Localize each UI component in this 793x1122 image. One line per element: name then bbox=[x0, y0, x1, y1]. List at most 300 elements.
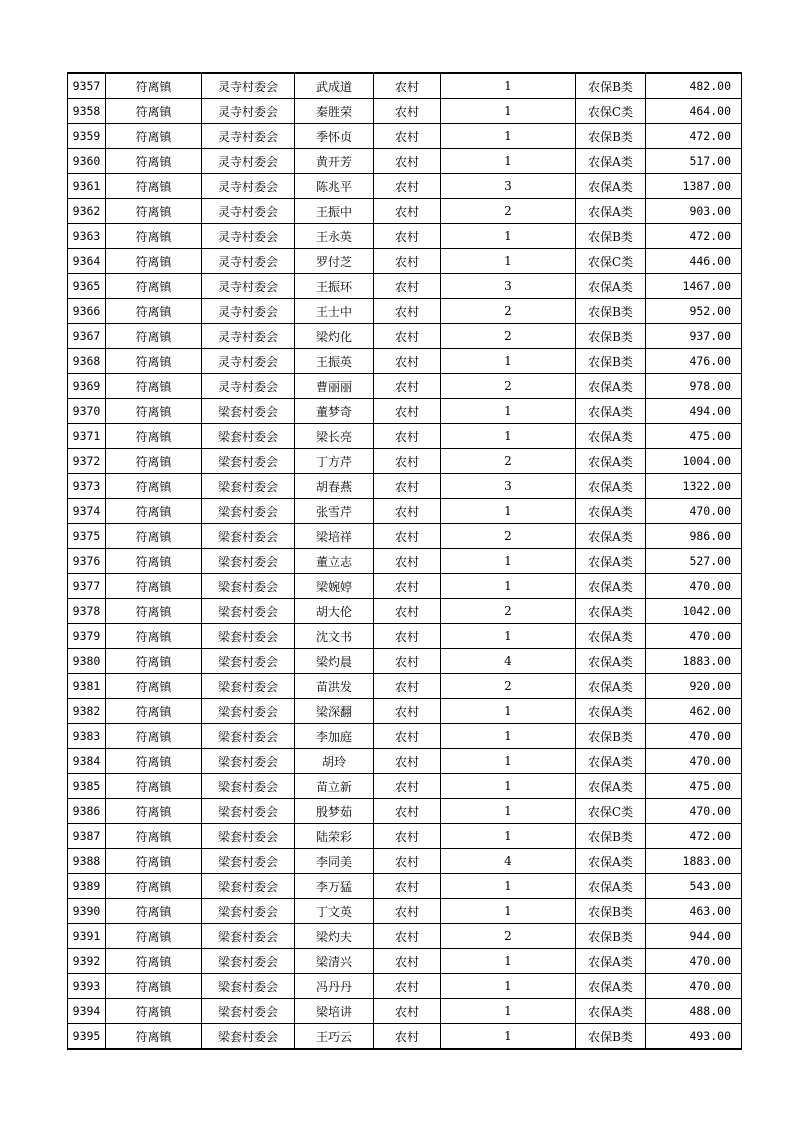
village-cell: 灵寺村委会 bbox=[202, 299, 295, 324]
amount-cell: 488.00 bbox=[646, 999, 742, 1024]
table-row bbox=[68, 199, 742, 224]
household-count-cell: 1 bbox=[441, 499, 576, 524]
name-cell: 王永英 bbox=[295, 224, 374, 249]
village-cell: 灵寺村委会 bbox=[202, 124, 295, 149]
category-cell: 农保A类 bbox=[576, 499, 646, 524]
household-count-cell: 1 bbox=[441, 624, 576, 649]
amount-cell: 493.00 bbox=[646, 1024, 742, 1050]
name-cell: 李同美 bbox=[295, 849, 374, 874]
village-cell: 梁套村委会 bbox=[202, 874, 295, 899]
row-index: 9370 bbox=[68, 399, 106, 424]
village-cell: 梁套村委会 bbox=[202, 899, 295, 924]
row-index: 9365 bbox=[68, 274, 106, 299]
category-cell: 农保C类 bbox=[576, 799, 646, 824]
row-index: 9386 bbox=[68, 799, 106, 824]
area-type-cell: 农村 bbox=[374, 799, 441, 824]
category-cell: 农保A类 bbox=[576, 974, 646, 999]
area-type-cell: 农村 bbox=[374, 149, 441, 174]
category-cell: 农保A类 bbox=[576, 999, 646, 1024]
household-count-cell: 1 bbox=[441, 999, 576, 1024]
table-row bbox=[68, 399, 742, 424]
area-type-cell: 农村 bbox=[374, 924, 441, 949]
amount-cell: 470.00 bbox=[646, 499, 742, 524]
name-cell: 梁灼化 bbox=[295, 324, 374, 349]
amount-cell: 475.00 bbox=[646, 424, 742, 449]
amount-cell: 1004.00 bbox=[646, 449, 742, 474]
amount-cell: 1387.00 bbox=[646, 174, 742, 199]
household-count-cell: 1 bbox=[441, 899, 576, 924]
town-cell: 符离镇 bbox=[106, 874, 202, 899]
town-cell: 符离镇 bbox=[106, 174, 202, 199]
amount-cell: 446.00 bbox=[646, 249, 742, 274]
row-index: 9382 bbox=[68, 699, 106, 724]
table-row bbox=[68, 949, 742, 974]
table-row bbox=[68, 449, 742, 474]
name-cell: 冯丹丹 bbox=[295, 974, 374, 999]
town-cell: 符离镇 bbox=[106, 374, 202, 399]
village-cell: 梁套村委会 bbox=[202, 424, 295, 449]
name-cell: 陈兆平 bbox=[295, 174, 374, 199]
household-count-cell: 1 bbox=[441, 424, 576, 449]
table-row bbox=[68, 649, 742, 674]
table-row bbox=[68, 374, 742, 399]
row-index: 9373 bbox=[68, 474, 106, 499]
household-count-cell: 2 bbox=[441, 674, 576, 699]
name-cell: 苗洪发 bbox=[295, 674, 374, 699]
row-index: 9394 bbox=[68, 999, 106, 1024]
area-type-cell: 农村 bbox=[374, 649, 441, 674]
amount-cell: 470.00 bbox=[646, 749, 742, 774]
village-cell: 梁套村委会 bbox=[202, 749, 295, 774]
row-index: 9385 bbox=[68, 774, 106, 799]
area-type-cell: 农村 bbox=[374, 849, 441, 874]
name-cell: 王士中 bbox=[295, 299, 374, 324]
village-cell: 灵寺村委会 bbox=[202, 73, 295, 99]
town-cell: 符离镇 bbox=[106, 199, 202, 224]
table-row bbox=[68, 499, 742, 524]
village-cell: 梁套村委会 bbox=[202, 449, 295, 474]
household-count-cell: 1 bbox=[441, 224, 576, 249]
table-row bbox=[68, 874, 742, 899]
area-type-cell: 农村 bbox=[374, 949, 441, 974]
category-cell: 农保B类 bbox=[576, 299, 646, 324]
town-cell: 符离镇 bbox=[106, 774, 202, 799]
table-row bbox=[68, 849, 742, 874]
row-index: 9376 bbox=[68, 549, 106, 574]
name-cell: 秦胜荣 bbox=[295, 99, 374, 124]
category-cell: 农保B类 bbox=[576, 824, 646, 849]
name-cell: 胡玲 bbox=[295, 749, 374, 774]
town-cell: 符离镇 bbox=[106, 524, 202, 549]
town-cell: 符离镇 bbox=[106, 724, 202, 749]
household-count-cell: 3 bbox=[441, 174, 576, 199]
town-cell: 符离镇 bbox=[106, 1024, 202, 1050]
household-count-cell: 2 bbox=[441, 199, 576, 224]
row-index: 9393 bbox=[68, 974, 106, 999]
row-index: 9368 bbox=[68, 349, 106, 374]
row-index: 9375 bbox=[68, 524, 106, 549]
name-cell: 李万猛 bbox=[295, 874, 374, 899]
village-cell: 梁套村委会 bbox=[202, 999, 295, 1024]
row-index: 9371 bbox=[68, 424, 106, 449]
town-cell: 符离镇 bbox=[106, 949, 202, 974]
category-cell: 农保A类 bbox=[576, 274, 646, 299]
area-type-cell: 农村 bbox=[374, 999, 441, 1024]
town-cell: 符离镇 bbox=[106, 124, 202, 149]
area-type-cell: 农村 bbox=[374, 749, 441, 774]
table-row bbox=[68, 974, 742, 999]
town-cell: 符离镇 bbox=[106, 699, 202, 724]
household-count-cell: 4 bbox=[441, 649, 576, 674]
household-count-cell: 2 bbox=[441, 599, 576, 624]
town-cell: 符离镇 bbox=[106, 474, 202, 499]
household-count-cell: 1 bbox=[441, 949, 576, 974]
area-type-cell: 农村 bbox=[374, 899, 441, 924]
area-type-cell: 农村 bbox=[374, 274, 441, 299]
household-count-cell: 1 bbox=[441, 249, 576, 274]
row-index: 9383 bbox=[68, 724, 106, 749]
table-row bbox=[68, 749, 742, 774]
category-cell: 农保A类 bbox=[576, 949, 646, 974]
area-type-cell: 农村 bbox=[374, 449, 441, 474]
village-cell: 梁套村委会 bbox=[202, 624, 295, 649]
table-row bbox=[68, 349, 742, 374]
area-type-cell: 农村 bbox=[374, 299, 441, 324]
category-cell: 农保B类 bbox=[576, 924, 646, 949]
town-cell: 符离镇 bbox=[106, 749, 202, 774]
name-cell: 李加庭 bbox=[295, 724, 374, 749]
amount-cell: 494.00 bbox=[646, 399, 742, 424]
area-type-cell: 农村 bbox=[374, 599, 441, 624]
household-count-cell: 1 bbox=[441, 824, 576, 849]
household-count-cell: 1 bbox=[441, 699, 576, 724]
row-index: 9389 bbox=[68, 874, 106, 899]
amount-cell: 470.00 bbox=[646, 949, 742, 974]
name-cell: 梁培祥 bbox=[295, 524, 374, 549]
household-count-cell: 1 bbox=[441, 1024, 576, 1050]
row-index: 9369 bbox=[68, 374, 106, 399]
amount-cell: 978.00 bbox=[646, 374, 742, 399]
amount-cell: 472.00 bbox=[646, 124, 742, 149]
area-type-cell: 农村 bbox=[374, 399, 441, 424]
category-cell: 农保A类 bbox=[576, 674, 646, 699]
row-index: 9366 bbox=[68, 299, 106, 324]
amount-cell: 472.00 bbox=[646, 824, 742, 849]
amount-cell: 527.00 bbox=[646, 549, 742, 574]
name-cell: 罗付芝 bbox=[295, 249, 374, 274]
row-index: 9360 bbox=[68, 149, 106, 174]
amount-cell: 470.00 bbox=[646, 574, 742, 599]
village-cell: 梁套村委会 bbox=[202, 849, 295, 874]
village-cell: 梁套村委会 bbox=[202, 949, 295, 974]
category-cell: 农保A类 bbox=[576, 774, 646, 799]
town-cell: 符离镇 bbox=[106, 849, 202, 874]
name-cell: 王振英 bbox=[295, 349, 374, 374]
amount-cell: 1322.00 bbox=[646, 474, 742, 499]
area-type-cell: 农村 bbox=[374, 874, 441, 899]
amount-cell: 920.00 bbox=[646, 674, 742, 699]
category-cell: 农保A类 bbox=[576, 399, 646, 424]
table-row bbox=[68, 774, 742, 799]
table-row bbox=[68, 99, 742, 124]
name-cell: 丁文英 bbox=[295, 899, 374, 924]
town-cell: 符离镇 bbox=[106, 899, 202, 924]
household-count-cell: 1 bbox=[441, 549, 576, 574]
amount-cell: 1467.00 bbox=[646, 274, 742, 299]
area-type-cell: 农村 bbox=[374, 99, 441, 124]
table-row bbox=[68, 799, 742, 824]
amount-cell: 482.00 bbox=[646, 73, 742, 99]
table-row bbox=[68, 299, 742, 324]
household-count-cell: 2 bbox=[441, 374, 576, 399]
amount-cell: 462.00 bbox=[646, 699, 742, 724]
table-row bbox=[68, 674, 742, 699]
category-cell: 农保B类 bbox=[576, 324, 646, 349]
row-index: 9364 bbox=[68, 249, 106, 274]
village-cell: 灵寺村委会 bbox=[202, 224, 295, 249]
category-cell: 农保A类 bbox=[576, 174, 646, 199]
name-cell: 丁方芹 bbox=[295, 449, 374, 474]
household-count-cell: 1 bbox=[441, 99, 576, 124]
household-count-cell: 2 bbox=[441, 299, 576, 324]
amount-cell: 1042.00 bbox=[646, 599, 742, 624]
name-cell: 梁婉婷 bbox=[295, 574, 374, 599]
amount-cell: 476.00 bbox=[646, 349, 742, 374]
category-cell: 农保A类 bbox=[576, 149, 646, 174]
area-type-cell: 农村 bbox=[374, 73, 441, 99]
name-cell: 曹丽丽 bbox=[295, 374, 374, 399]
household-count-cell: 2 bbox=[441, 449, 576, 474]
amount-cell: 986.00 bbox=[646, 524, 742, 549]
row-index: 9372 bbox=[68, 449, 106, 474]
household-count-cell: 3 bbox=[441, 474, 576, 499]
table-row bbox=[68, 149, 742, 174]
town-cell: 符离镇 bbox=[106, 999, 202, 1024]
amount-cell: 1883.00 bbox=[646, 649, 742, 674]
area-type-cell: 农村 bbox=[374, 199, 441, 224]
town-cell: 符离镇 bbox=[106, 674, 202, 699]
row-index: 9392 bbox=[68, 949, 106, 974]
village-cell: 灵寺村委会 bbox=[202, 199, 295, 224]
amount-cell: 475.00 bbox=[646, 774, 742, 799]
name-cell: 季怀贞 bbox=[295, 124, 374, 149]
village-cell: 梁套村委会 bbox=[202, 799, 295, 824]
area-type-cell: 农村 bbox=[374, 1024, 441, 1050]
category-cell: 农保B类 bbox=[576, 899, 646, 924]
table-row bbox=[68, 574, 742, 599]
town-cell: 符离镇 bbox=[106, 299, 202, 324]
area-type-cell: 农村 bbox=[374, 424, 441, 449]
area-type-cell: 农村 bbox=[374, 474, 441, 499]
table-row bbox=[68, 624, 742, 649]
village-cell: 梁套村委会 bbox=[202, 724, 295, 749]
category-cell: 农保A类 bbox=[576, 599, 646, 624]
row-index: 9390 bbox=[68, 899, 106, 924]
table-row bbox=[68, 824, 742, 849]
row-index: 9379 bbox=[68, 624, 106, 649]
area-type-cell: 农村 bbox=[374, 349, 441, 374]
category-cell: 农保B类 bbox=[576, 349, 646, 374]
area-type-cell: 农村 bbox=[374, 549, 441, 574]
area-type-cell: 农村 bbox=[374, 249, 441, 274]
household-count-cell: 1 bbox=[441, 874, 576, 899]
area-type-cell: 农村 bbox=[374, 724, 441, 749]
household-count-cell: 1 bbox=[441, 774, 576, 799]
category-cell: 农保B类 bbox=[576, 124, 646, 149]
roster-table bbox=[67, 72, 742, 1050]
area-type-cell: 农村 bbox=[374, 174, 441, 199]
village-cell: 灵寺村委会 bbox=[202, 249, 295, 274]
name-cell: 董梦奇 bbox=[295, 399, 374, 424]
town-cell: 符离镇 bbox=[106, 399, 202, 424]
category-cell: 农保B类 bbox=[576, 1024, 646, 1050]
town-cell: 符离镇 bbox=[106, 449, 202, 474]
village-cell: 梁套村委会 bbox=[202, 399, 295, 424]
table-row bbox=[68, 599, 742, 624]
amount-cell: 543.00 bbox=[646, 874, 742, 899]
name-cell: 梁长亮 bbox=[295, 424, 374, 449]
row-index: 9359 bbox=[68, 124, 106, 149]
area-type-cell: 农村 bbox=[374, 324, 441, 349]
household-count-cell: 1 bbox=[441, 124, 576, 149]
area-type-cell: 农村 bbox=[374, 224, 441, 249]
category-cell: 农保C类 bbox=[576, 99, 646, 124]
town-cell: 符离镇 bbox=[106, 599, 202, 624]
name-cell: 王振环 bbox=[295, 274, 374, 299]
village-cell: 梁套村委会 bbox=[202, 974, 295, 999]
town-cell: 符离镇 bbox=[106, 549, 202, 574]
name-cell: 梁灼晨 bbox=[295, 649, 374, 674]
town-cell: 符离镇 bbox=[106, 424, 202, 449]
household-count-cell: 1 bbox=[441, 749, 576, 774]
household-count-cell: 1 bbox=[441, 349, 576, 374]
category-cell: 农保A类 bbox=[576, 749, 646, 774]
table-row bbox=[68, 1024, 742, 1050]
amount-cell: 470.00 bbox=[646, 799, 742, 824]
category-cell: 农保A类 bbox=[576, 699, 646, 724]
village-cell: 梁套村委会 bbox=[202, 599, 295, 624]
village-cell: 梁套村委会 bbox=[202, 924, 295, 949]
table-row bbox=[68, 549, 742, 574]
area-type-cell: 农村 bbox=[374, 499, 441, 524]
row-index: 9388 bbox=[68, 849, 106, 874]
name-cell: 胡春燕 bbox=[295, 474, 374, 499]
amount-cell: 470.00 bbox=[646, 974, 742, 999]
row-index: 9391 bbox=[68, 924, 106, 949]
name-cell: 武成道 bbox=[295, 73, 374, 99]
village-cell: 灵寺村委会 bbox=[202, 149, 295, 174]
table-row bbox=[68, 73, 742, 99]
row-index: 9395 bbox=[68, 1024, 106, 1050]
village-cell: 梁套村委会 bbox=[202, 524, 295, 549]
category-cell: 农保B类 bbox=[576, 724, 646, 749]
household-count-cell: 1 bbox=[441, 974, 576, 999]
amount-cell: 944.00 bbox=[646, 924, 742, 949]
village-cell: 梁套村委会 bbox=[202, 774, 295, 799]
row-index: 9357 bbox=[68, 73, 106, 99]
amount-cell: 903.00 bbox=[646, 199, 742, 224]
village-cell: 梁套村委会 bbox=[202, 699, 295, 724]
table-row bbox=[68, 224, 742, 249]
name-cell: 陆荣彩 bbox=[295, 824, 374, 849]
table-row bbox=[68, 249, 742, 274]
name-cell: 张雪芹 bbox=[295, 499, 374, 524]
amount-cell: 464.00 bbox=[646, 99, 742, 124]
name-cell: 王巧云 bbox=[295, 1024, 374, 1050]
town-cell: 符离镇 bbox=[106, 349, 202, 374]
area-type-cell: 农村 bbox=[374, 624, 441, 649]
row-index: 9381 bbox=[68, 674, 106, 699]
area-type-cell: 农村 bbox=[374, 574, 441, 599]
category-cell: 农保A类 bbox=[576, 474, 646, 499]
amount-cell: 470.00 bbox=[646, 624, 742, 649]
name-cell: 黄开芳 bbox=[295, 149, 374, 174]
name-cell: 殷梦茹 bbox=[295, 799, 374, 824]
amount-cell: 472.00 bbox=[646, 224, 742, 249]
household-count-cell: 1 bbox=[441, 149, 576, 174]
town-cell: 符离镇 bbox=[106, 799, 202, 824]
row-index: 9387 bbox=[68, 824, 106, 849]
category-cell: 农保A类 bbox=[576, 524, 646, 549]
town-cell: 符离镇 bbox=[106, 274, 202, 299]
town-cell: 符离镇 bbox=[106, 649, 202, 674]
category-cell: 农保C类 bbox=[576, 249, 646, 274]
area-type-cell: 农村 bbox=[374, 824, 441, 849]
category-cell: 农保B类 bbox=[576, 73, 646, 99]
table-row bbox=[68, 899, 742, 924]
table-row bbox=[68, 424, 742, 449]
village-cell: 梁套村委会 bbox=[202, 824, 295, 849]
amount-cell: 470.00 bbox=[646, 724, 742, 749]
category-cell: 农保A类 bbox=[576, 424, 646, 449]
category-cell: 农保A类 bbox=[576, 549, 646, 574]
area-type-cell: 农村 bbox=[374, 524, 441, 549]
amount-cell: 463.00 bbox=[646, 899, 742, 924]
name-cell: 梁清兴 bbox=[295, 949, 374, 974]
table-row bbox=[68, 324, 742, 349]
table-row bbox=[68, 999, 742, 1024]
town-cell: 符离镇 bbox=[106, 974, 202, 999]
village-cell: 灵寺村委会 bbox=[202, 274, 295, 299]
town-cell: 符离镇 bbox=[106, 574, 202, 599]
household-count-cell: 1 bbox=[441, 724, 576, 749]
town-cell: 符离镇 bbox=[106, 249, 202, 274]
town-cell: 符离镇 bbox=[106, 324, 202, 349]
area-type-cell: 农村 bbox=[374, 674, 441, 699]
village-cell: 梁套村委会 bbox=[202, 549, 295, 574]
household-count-cell: 3 bbox=[441, 274, 576, 299]
town-cell: 符离镇 bbox=[106, 924, 202, 949]
village-cell: 梁套村委会 bbox=[202, 499, 295, 524]
household-count-cell: 4 bbox=[441, 849, 576, 874]
household-count-cell: 2 bbox=[441, 924, 576, 949]
village-cell: 灵寺村委会 bbox=[202, 324, 295, 349]
household-count-cell: 2 bbox=[441, 324, 576, 349]
village-cell: 梁套村委会 bbox=[202, 674, 295, 699]
category-cell: 农保A类 bbox=[576, 374, 646, 399]
household-count-cell: 1 bbox=[441, 399, 576, 424]
name-cell: 王振中 bbox=[295, 199, 374, 224]
table-row bbox=[68, 924, 742, 949]
village-cell: 灵寺村委会 bbox=[202, 99, 295, 124]
area-type-cell: 农村 bbox=[374, 974, 441, 999]
row-index: 9361 bbox=[68, 174, 106, 199]
table-row bbox=[68, 724, 742, 749]
town-cell: 符离镇 bbox=[106, 149, 202, 174]
area-type-cell: 农村 bbox=[374, 124, 441, 149]
household-count-cell: 1 bbox=[441, 799, 576, 824]
name-cell: 苗立新 bbox=[295, 774, 374, 799]
